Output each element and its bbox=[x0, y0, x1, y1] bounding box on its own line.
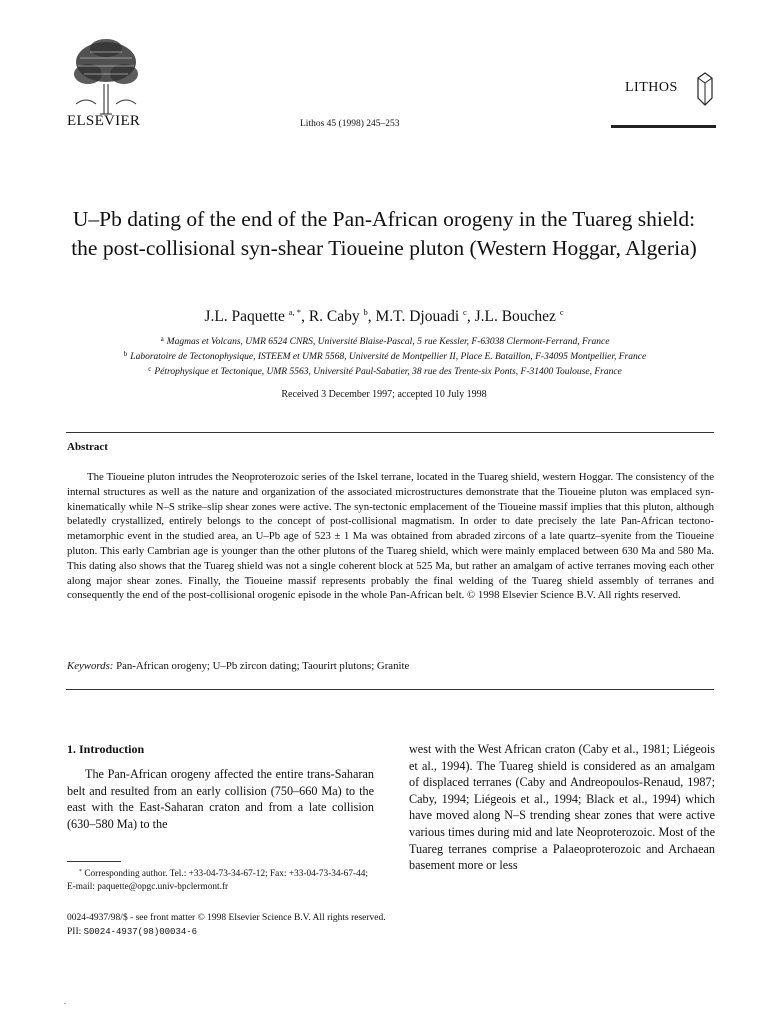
abstract-heading: Abstract bbox=[67, 441, 108, 453]
author: J.L. Bouchez $^c$ bbox=[474, 307, 564, 325]
author: R. Caby $^b$, bbox=[308, 307, 376, 325]
received-dates: Received 3 December 1997; accepted 10 July 1998 bbox=[281, 389, 487, 400]
section-heading: 1. Introduction bbox=[67, 742, 145, 756]
article-title: U–Pb dating of the end of the Pan-African orogeny in the Tuareg shield: the post-collisional syn-shear Tioueine pluton (Western Hoggar, Algeria) bbox=[71, 207, 697, 260]
author-list bbox=[64, 307, 704, 326]
journal-citation: Lithos 45 (1998) 245–253 bbox=[300, 119, 400, 129]
crystal-icon bbox=[694, 72, 716, 106]
abstract-text: The Tioueine pluton intrudes the Neoproterozoic series of the Iskel terrane, located in the Tuareg shield, western Hoggar. The consistency of the internal structures as well as the nature and organization of the associated microstructures demonstrate that the Tioueine pluton was emplaced syn-kinematically while N–S strike–slip shear zones were active. The syn-tectonic emplacement of the Tioueine massif implies that this pluton, although belatedly crystallized, entirely belongs to the concept of post-collisional magmatism. In order to date precisely the late Pan-African tectono-metamorphic event in the studied area, an U–Pb age of 523 ± 1 Ma was obtained from abraded zircons of a late quartz–syenite from the Tioueine pluton. This early Cambrian age is younger than the other plutons of the Tuareg shield, which were mainly emplaced between 630 Ma and 580 Ma. This dating also shows that the Tuareg shield was not a single coherent block at 525 Ma, but rather an amalgam of active terranes moving each other along major shear zones. Finally, the Tioueine massif represents probably the final welding of the Tuareg shield assembly of terranes and consequently the end of the post-collisional orogenic episode in the whole Pan-African belt. © 1998 Elsevier Science B.V. All rights reserved. bbox=[67, 471, 714, 602]
body-text-right: west with the West African craton (Caby et al., 1981; Liégeois et al., 1994). The Tuareg shield is considered as an amalgam of displaced terranes (Caby and Andreopoulos-Renaud, 1987; Caby, 1994; Liégeois et al., 1994; Black et al., 1994) which have moved along N–S trending shear zones that were active various times during mid and late Neoproterozoic. Most of the Tuareg terranes comprise a Palaeoproterozoic and Archaean basement more or less bbox=[409, 742, 715, 873]
keywords: Keywords: Pan-African orogeny; U–Pb zircon dating; Taourirt plutons; Granite bbox=[67, 660, 410, 672]
issn-line: 0024-4937/98/$ - see front matter © 1998 Elsevier Science B.V. All rights reserved. bbox=[67, 913, 386, 923]
body-text-left: The Pan-African orogeny affected the entire trans-Saharan belt and resulted from an early collision (750–660 Ma) to the east with the East-Saharan craton and from a late collision (630–580 Ma) to the bbox=[67, 767, 374, 831]
affiliation: $^b$ Laboratoire de Tectonophysique, ISTEEM et UMR 5568, Université de Montpellier II, Place E. Bataillon, F-34095 Montpellier, France bbox=[123, 350, 647, 362]
footnote: * Corresponding author. Tel.: +33-04-73-34-67-12; Fax: +33-04-73-34-67-44; E-mail: paquette@opgc.univ-bpclermont.fr bbox=[67, 869, 368, 892]
publisher-name: ELSEVIER bbox=[67, 113, 141, 129]
affiliation: $^a$ Magmas et Volcans, UMR 6524 CNRS, Université Blaise-Pascal, 5 rue Kessler, F-63038 Clermont-Ferrand, France bbox=[160, 335, 610, 347]
divider bbox=[66, 689, 714, 690]
elsevier-tree-logo bbox=[66, 38, 146, 116]
page-mark: . bbox=[64, 997, 66, 1006]
journal-name: LITHOS bbox=[625, 80, 678, 95]
divider bbox=[66, 432, 714, 433]
header-rule bbox=[611, 125, 716, 128]
footnote-rule bbox=[67, 861, 121, 862]
author: M.T. Djouadi $^c$, bbox=[375, 307, 475, 325]
pii-line: PII: S0024-4937(98)00034-6 bbox=[67, 927, 198, 937]
affiliation: $^c$ Pétrophysique et Tectonique, UMR 5563, Université Paul-Sabatier, 38 rue des Trente-six Ponts, F-31400 Toulouse, France bbox=[148, 365, 622, 377]
author: J.L. Paquette $^{a, *}$, bbox=[204, 307, 309, 325]
